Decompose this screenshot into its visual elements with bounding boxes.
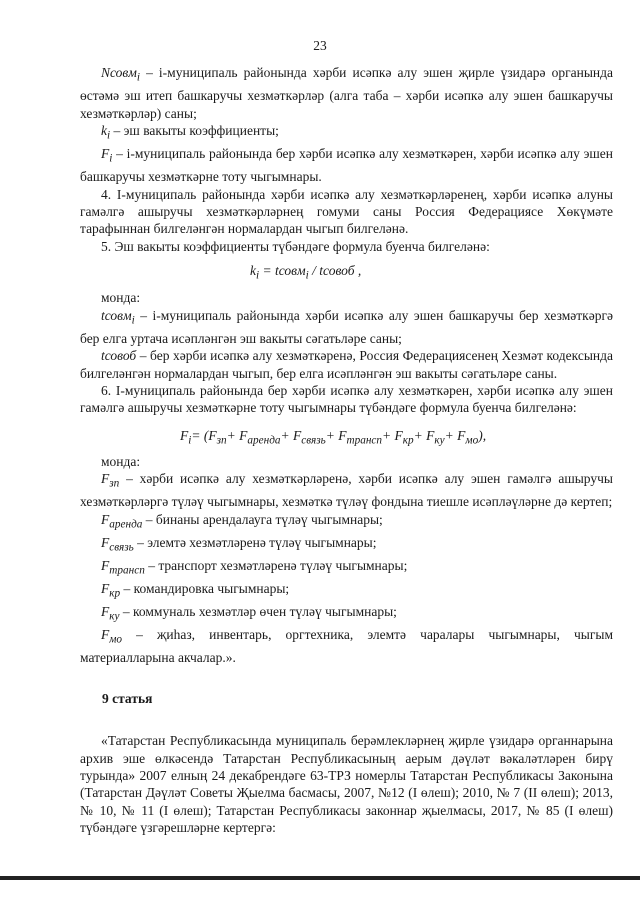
- body-paragraph: 6. І-муниципаль районында бер хәрби исәпкә алу хезмәткәрен, хәрби исәпкә алу эшен гамәлгә ашыручы хезмәткәрне тоту чыгымнары түбәндәге формула буенча билгеләнә:: [80, 382, 613, 416]
- definition-text: – элемтә хезмәтләренә түләү чыгымнары;: [133, 534, 377, 550]
- formula-term-subscript: связь: [301, 434, 326, 447]
- symbol-subscript: i: [109, 152, 113, 165]
- definition-text: – бер хәрби исәпкә алу хезмәткәренә, Россия Федерациясенең Хезмәт кодексында билгеләнгән нормалардан чыгып, бер елга исәпләнгән эш вакыты сәгатьләре саны.: [80, 348, 613, 381]
- symbol-subscript: ку: [109, 610, 120, 623]
- definition-text: – і-муниципаль районында бер хәрби исәпкә алу хезмәткәрен, хәрби исәпкә алу эшен башкаручы хезмәткәрне тоту чыгымнары.: [80, 146, 613, 185]
- formula-lhs-subscript: i: [188, 434, 192, 447]
- symbol: tсовм: [101, 307, 132, 323]
- article-heading: 9 статья: [102, 690, 153, 706]
- formula-term-subscript: трансп: [346, 434, 383, 447]
- symbol: F: [101, 581, 110, 597]
- definition-text: – җиһаз, инвентарь, оргтехника, элемтә чаралары чыгымнары, чыгым материалларына акчалар.».: [80, 627, 613, 666]
- formula-term: + F: [382, 427, 403, 443]
- symbol-subscript: аренда: [109, 518, 143, 531]
- formula-term: + F: [444, 427, 466, 443]
- formula-term-subscript: кр: [402, 434, 414, 447]
- formula-tail: / tсовоб ,: [308, 263, 362, 279]
- definition-paragraph: [80, 470, 613, 511]
- page-number: 23: [313, 38, 327, 53]
- definition-text: – эш вакыты коэффициенты;: [110, 122, 279, 138]
- definition-paragraph: [80, 626, 613, 667]
- formula-term: + F: [226, 427, 248, 443]
- formula-lhs: k: [250, 263, 256, 279]
- formula-workload: [80, 262, 613, 285]
- formula-rhs-subscript: i: [305, 269, 309, 282]
- symbol: F: [101, 627, 110, 643]
- symbol-subscript: i: [136, 71, 141, 84]
- definition-paragraph: [80, 64, 613, 122]
- formula-term-subscript: зп: [216, 434, 227, 447]
- definition-text: – коммуналь хезмәтләр өчен түләү чыгымнары;: [119, 604, 397, 620]
- formula-term-subscript: ку: [434, 434, 445, 447]
- formula-term: + F: [280, 427, 302, 443]
- definition-paragraph: [80, 347, 613, 382]
- symbol: tсовоб: [101, 348, 137, 364]
- symbol-subscript: i: [131, 314, 135, 327]
- definition-paragraph: [80, 511, 613, 534]
- symbol: F: [101, 557, 110, 573]
- body-paragraph: «Татарстан Республикасында муниципаль берәмлекләрнең җирле үзидарә органнарына архив эше өлкәсендә Татарстан Республикасының аерым дәүләт вәкаләтләрен бирү турында» 2007 елның 24 декабрендәге 63-ТРЗ номерлы Татарстан Республикасы Законына (Татарстан Дәүләт Советы Җыелма басмасы, 2007, №12 (I өлеш); 2010, № 7 (II өлеш); 2013, № 10, № 11 (I өлеш); Татарстан Республикасы законнар җыелмасы, 2017, № 85 (I өлеш) түбәндәге үзгәрешләрне кертергә:: [80, 733, 613, 836]
- symbol: F: [101, 511, 110, 527]
- definition-paragraph: [80, 557, 613, 580]
- formula-close: ),: [478, 427, 487, 443]
- symbol: Nсовм: [101, 65, 137, 80]
- definition-paragraph: [80, 534, 613, 557]
- symbol-subscript: зп: [109, 477, 120, 490]
- formula-term: + F: [325, 427, 347, 443]
- definition-text: – транспорт хезмәтләренә түләү чыгымнары;: [144, 557, 408, 573]
- body-paragraph: 4. І-муниципаль районында хәрби исәпкә алу хезмәткәрләренең, хәрби исәпкә алуны гамәлгә ашыручы хезмәткәрләрнең гомуми саны Россия Федерациясе Хөкүмәте тарафыннан билгеләнгән нормалардан чыгып билгеләнә.: [80, 186, 613, 237]
- definition-paragraph: [80, 580, 613, 603]
- symbol-subscript: трансп: [109, 564, 145, 577]
- scan-edge-line: [0, 876, 640, 880]
- symbol: F: [101, 146, 110, 161]
- symbol: F: [101, 471, 110, 487]
- symbol: F: [101, 604, 110, 620]
- formula-term-subscript: аренда: [247, 434, 281, 447]
- symbol-subscript: мо: [109, 633, 123, 646]
- where-label: монда:: [101, 290, 141, 306]
- formula-costs: [80, 427, 613, 450]
- formula-term: = (F: [191, 427, 217, 443]
- definition-text: – командировка чыгымнары;: [120, 581, 290, 597]
- definition-text: – бинаны арендалауга түләү чыгымнары;: [142, 511, 383, 527]
- formula-lhs: F: [180, 427, 189, 443]
- symbol-subscript: кр: [109, 587, 121, 600]
- body-paragraph: 5. Эш вакыты коэффициенты түбәндәге формула буенча билгеләнә:: [101, 238, 490, 254]
- where-label: монда:: [101, 453, 141, 469]
- definition-paragraph: [80, 307, 613, 348]
- formula-rhs: = tсовм: [259, 263, 306, 279]
- definition-text: – і-муниципаль районында хәрби исәпкә алу эшен җирле үзидарә органында өстәмә эш итеп башкаручы хезмәткәрләр (алга таба – хәрби исәпкә алу эшен башкаручы хезмәткәрләр) саны;: [80, 65, 613, 121]
- document-body: [80, 64, 613, 837]
- symbol: F: [101, 534, 110, 550]
- symbol: k: [101, 122, 107, 138]
- definition-text: – і-муниципаль районында хәрби исәпкә алу эшен башкаручы бер хезмәткәргә бер елга уртача исәпләнгән эш вакыты сәгатьләре саны;: [80, 307, 613, 346]
- definition-paragraph: [80, 122, 613, 145]
- formula-lhs-subscript: i: [256, 269, 260, 282]
- symbol-subscript: i: [107, 129, 111, 142]
- formula-term-subscript: мо: [465, 434, 479, 447]
- symbol-subscript: связь: [109, 541, 134, 554]
- formula-term: + F: [413, 427, 435, 443]
- definition-text: – хәрби исәпкә алу хезмәткәрләренә, хәрби исәпкә алу эшен гамәлгә ашыручы хезмәткәрләргә түләү чыгымнары, хезмәткә түләү фондына тиешле исәпләүләрне дә кертеп;: [80, 471, 613, 510]
- definition-paragraph: [80, 145, 613, 186]
- definition-paragraph: [80, 603, 613, 626]
